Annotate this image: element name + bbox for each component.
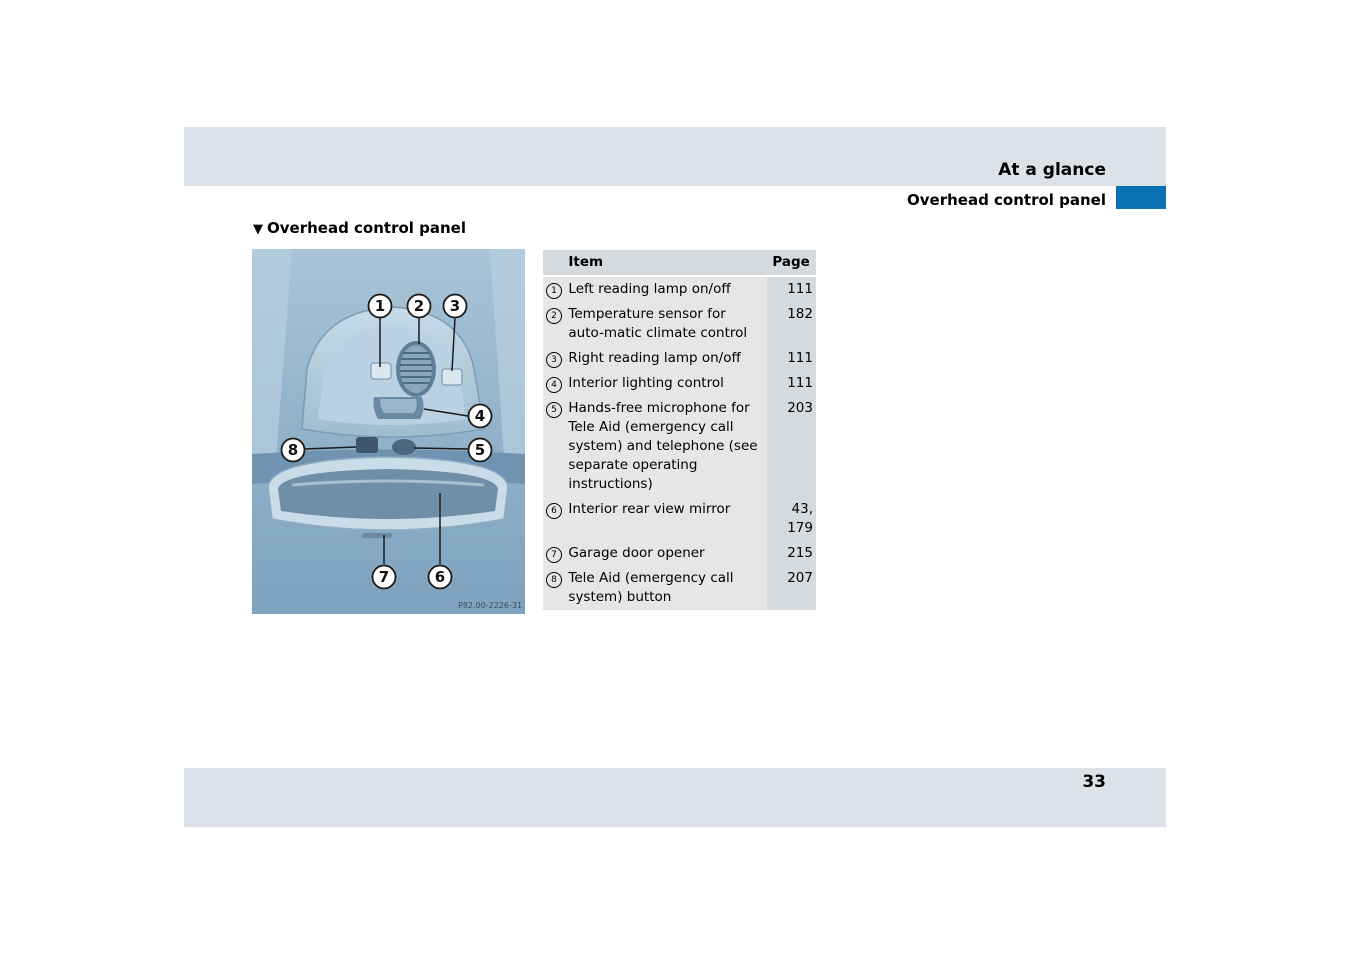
page-number: 33 [1082,772,1106,792]
table-row [543,346,816,371]
row-page: 182 [767,302,816,346]
row-number: 2 [546,308,562,324]
table-row [543,302,816,346]
figure-code: P82.00-2226-31 [458,601,523,610]
parts-table [543,250,816,610]
row-number: 3 [546,352,562,368]
row-page: 203 [767,396,816,497]
footer-band [184,768,1166,827]
row-page: 111 [767,276,816,302]
row-page: 207 [767,566,816,610]
overhead-panel-figure [252,249,525,614]
table-row [543,497,816,541]
table-row [543,566,816,610]
table-row [543,541,816,566]
section-title: Overhead control panel [907,191,1106,209]
row-item: Garage door opener [565,541,767,566]
header-num [543,250,565,276]
chapter-title: At a glance [998,160,1106,180]
row-number: 4 [546,377,562,393]
callout-2: 2 [413,297,425,315]
row-item: Interior lighting control [565,371,767,396]
header-item: Item [565,250,767,276]
callout-4: 4 [474,407,486,425]
callout-8: 8 [287,441,299,459]
table-row [543,396,816,497]
header-page: Page [767,250,816,276]
row-item: Right reading lamp on/off [565,346,767,371]
row-page: 111 [767,346,816,371]
row-item: Left reading lamp on/off [565,276,767,302]
row-item: Interior rear view mirror [565,497,767,541]
heading-text: Overhead control panel [267,219,466,237]
table-row [543,371,816,396]
row-page: 111 [767,371,816,396]
callout-6: 6 [434,568,446,586]
table-header-row [543,250,816,276]
page-heading [253,219,466,237]
row-number: 8 [546,572,562,588]
triangle-down-icon: ▼ [253,222,263,237]
row-page: 215 [767,541,816,566]
callout-7: 7 [378,568,390,586]
callout-1: 1 [374,297,386,315]
row-item: Temperature sensor for auto-matic climate control [565,302,767,346]
row-number: 6 [546,503,562,519]
table-row [543,276,816,302]
row-item: Hands-free microphone for Tele Aid (emergency call system) and telephone (see separate operating instructions) [565,396,767,497]
row-item: Tele Aid (emergency call system) button [565,566,767,610]
callout-3: 3 [449,297,461,315]
row-number: 1 [546,283,562,299]
row-page: 43, 179 [767,497,816,541]
section-tab-marker [1116,186,1166,209]
row-number: 7 [546,547,562,563]
callout-5: 5 [474,441,486,459]
row-number: 5 [546,402,562,418]
